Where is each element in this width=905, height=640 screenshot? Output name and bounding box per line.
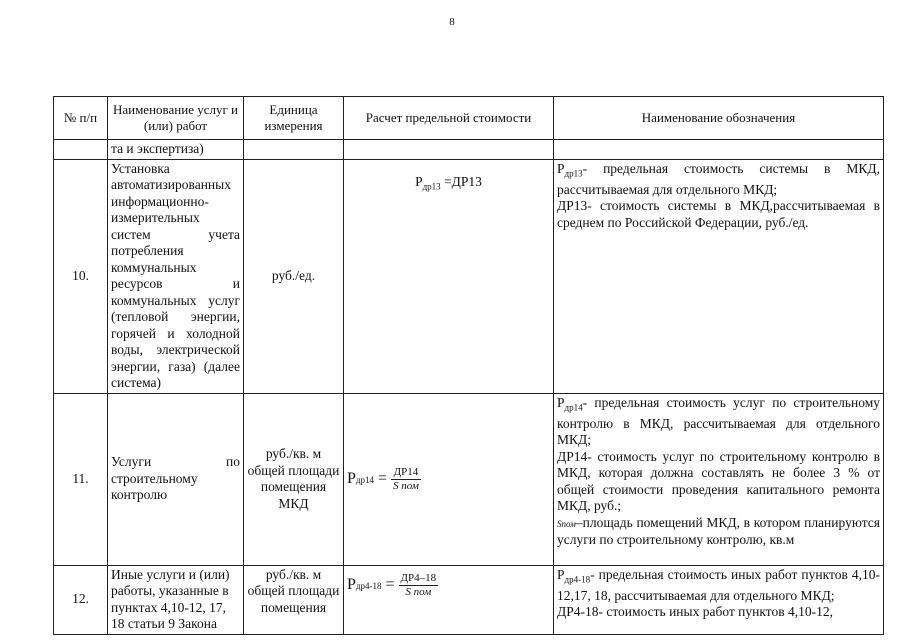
row-number: 11. <box>54 393 108 565</box>
table-row <box>54 393 884 565</box>
formula-fraction: $\frac{ДР14}{\text{S пом}}$ <box>393 465 419 492</box>
formula: $Р_{др13} =ДР13$ <box>415 173 482 192</box>
carryover-row <box>54 140 884 160</box>
unit: руб./ед. <box>244 159 344 393</box>
table-row <box>54 159 884 393</box>
header-notation: Наименование обозначения <box>554 97 884 140</box>
formula-cell <box>344 565 554 634</box>
notation-cell: $Р_{др14}-$ предельная стоимость услуг по строительному контролю в МКД, рассчитываемая для отдельного МКД; ДР14- стоимость услуг по строительному контролю в МКД, которая должна составлять не более 3 % от общей стоимости проведения капитального ремонта МКД, руб.; Sпом–площадь помещений МКД, в котором планируются услуги по строительному контролю, кв.м <box>554 393 884 565</box>
header-num: № п/п <box>54 97 108 140</box>
formula: Рдр14 = $\frac{ДР14}{\text{S пом}}$ <box>347 465 419 492</box>
service-name: Иные услуги и (или) работы, указанные в пунктах 4,10-12, 17, 18 статьи 9 Закона <box>108 565 244 634</box>
unit: руб./кв. м общей площади помещения <box>244 565 344 634</box>
notation-cell: $Р_{др4-18}-$ предельная стоимость иных работ пунктов 4,10-12,17, 18, рассчитываемая для отдельного МКД; ДР4-18- стоимость иных работ пунктов 4,10-12, <box>554 565 884 634</box>
unit: руб./кв. м общей площади помещения МКД <box>244 393 344 565</box>
carryover-text: та и экспертиза) <box>108 140 244 160</box>
formula-fraction: $\frac{ДР4-18}{\text{S пом}}$ <box>400 571 437 598</box>
table-row <box>54 565 884 634</box>
row-number: 12. <box>54 565 108 634</box>
formula-cell <box>344 393 554 565</box>
header-unit: Единица измерения <box>244 97 344 140</box>
header-calc: Расчет предельной стоимости <box>344 97 554 140</box>
row-number: 10. <box>54 159 108 393</box>
formula: Рдр4-18 = $\frac{ДР4-18}{\text{S пом}}$ <box>347 571 437 598</box>
table-header-row <box>54 97 884 140</box>
notation-cell: $Р_{др13}-$ предельная стоимость системы в МКД, рассчитываемая для отдельного МКД; ДР13- стоимость системы в МКД,рассчитываемая в среднем по Российской Федерации, руб./ед. <box>554 159 884 393</box>
service-name: Услуги по строительному контролю <box>108 393 244 565</box>
formula-cell <box>344 159 554 393</box>
service-name: Установка автоматизированных информационно-измерительных систем учета потребления коммунальных ресурсов и коммунальных услуг (тепловой энергии, горячей и холодной воды, электрической энергии, газа) (далее система) <box>108 159 244 393</box>
header-service: Наименование услуг и (или) работ <box>108 97 244 140</box>
cost-table <box>53 96 884 635</box>
page-number: 8 <box>449 16 455 28</box>
